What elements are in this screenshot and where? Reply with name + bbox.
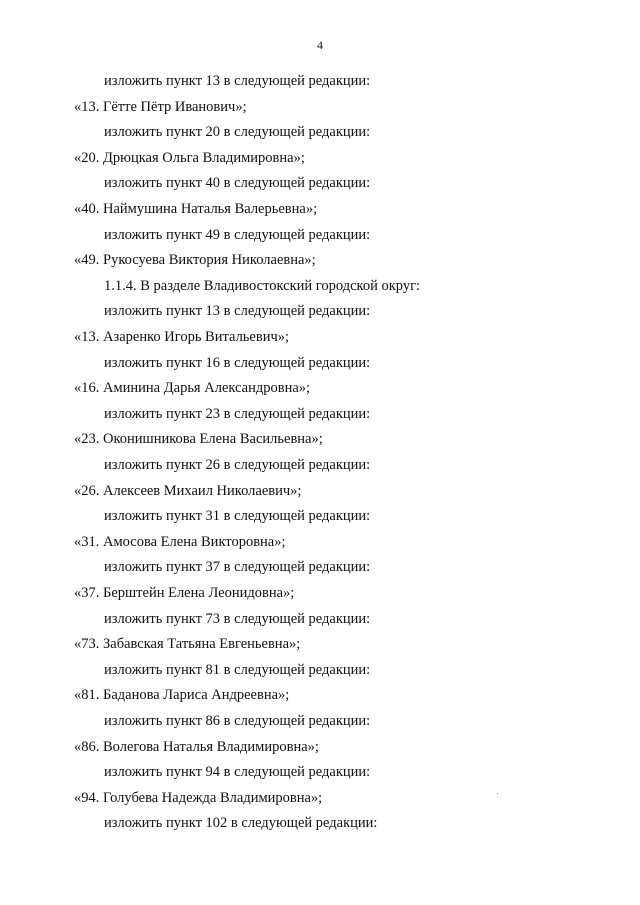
instruction-line: изложить пункт 86 в следующей редакции: — [104, 713, 371, 729]
instruction-line: изложить пункт 102 в следующей редакции: — [104, 815, 378, 832]
entry-line: «13. Гётте Пётр Иванович»; — [74, 98, 247, 115]
entry-line: «73. Забавская Татьяна Евгеньевна»; — [74, 636, 301, 653]
instruction-line: изложить пункт 26 в следующей редакции: — [104, 457, 371, 473]
instruction-line: изложить пункт 73 в следующей редакции: — [104, 610, 371, 627]
instruction-line: изложить пункт 81 в следующей редакции: — [104, 661, 371, 678]
entry-line: «31. Амосова Елена Викторовна»; — [74, 533, 286, 550]
entry-line: «86. Волегова Наталья Владимировна»; — [74, 738, 319, 755]
entry-line: «49. Рукосуева Виктория Николаевна»; — [74, 252, 316, 269]
instruction-line: изложить пункт 13 в следующей редакции: — [104, 73, 371, 89]
page-number: 4 — [317, 38, 323, 52]
instruction-line: изложить пункт 16 в следующей редакции: — [104, 354, 371, 371]
instruction-line: изложить пункт 20 в следующей редакции: — [104, 124, 371, 141]
instruction-line: изложить пункт 23 в следующей редакции: — [104, 405, 371, 422]
entry-line: «20. Дрюцкая Ольга Владимировна»; — [74, 149, 305, 166]
entry-line: «94. Голубева Надежда Владимировна»; — [74, 789, 323, 806]
entry-line: «37. Берштейн Елена Леонидовна»; — [74, 585, 295, 601]
instruction-line: изложить пункт 37 в следующей редакции: — [104, 559, 371, 576]
entry-line: «26. Алексеев Михаил Николаевич»; — [74, 482, 302, 499]
entry-line: «13. Азаренко Игорь Витальевич»; — [74, 329, 290, 345]
instruction-line: изложить пункт 13 в следующей редакции: — [104, 303, 371, 320]
entry-line: «40. Наймушина Наталья Валерьевна»; — [74, 201, 318, 217]
instruction-line: изложить пункт 31 в следующей редакции: — [104, 508, 371, 525]
entry-line: «81. Баданова Лариса Андреевна»; — [74, 687, 290, 704]
instruction-line: изложить пункт 49 в следующей редакции: — [104, 226, 371, 243]
instruction-line: 1.1.4. В разделе Владивостокский городской округ: — [104, 277, 421, 294]
instruction-line: изложить пункт 94 в следующей редакции: — [104, 764, 371, 781]
entry-line: «23. Оконишникова Елена Васильевна»; — [74, 431, 323, 448]
instruction-line: изложить пункт 40 в следующей редакции: — [104, 175, 371, 192]
scan-speck — [497, 793, 498, 794]
entry-line: «16. Аминина Дарья Александровна»; — [74, 380, 311, 397]
